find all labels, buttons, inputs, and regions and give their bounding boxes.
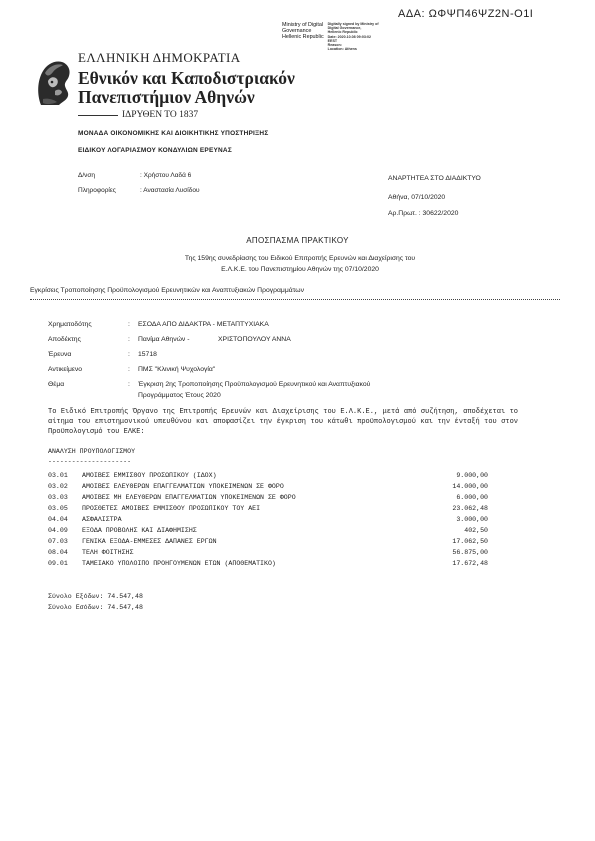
- total-income: Σύνολο Εσόδων: 74.547,48: [48, 604, 143, 611]
- signature-detail-line: Hellenic Republic: [327, 30, 358, 35]
- signature-detail-line: Digital Governance,: [327, 26, 362, 31]
- field-colon: :: [128, 336, 130, 343]
- subtitle-line: Ε.Λ.Κ.Ε. του Πανεπιστημίου Αθηνών της 07/10/2020: [221, 266, 379, 273]
- dotted-divider: [30, 299, 560, 300]
- budget-code: 08.04: [48, 549, 68, 556]
- budget-code: 03.02: [48, 483, 68, 490]
- budget-row: [48, 538, 488, 548]
- budget-code: 04.09: [48, 527, 68, 534]
- budget-row: [48, 549, 488, 559]
- document-title: ΑΠΟΣΠΑΣΜΑ ΠΡΑΚΤΙΚΟΥ: [246, 236, 349, 245]
- intro-paragraph: Το Ειδικό Επιτροπής Όργανο της Επιτροπής Ερευνών και Διαχείρισης του Ε.Λ.Κ.Ε., μετά από συζήτηση, αποδέχεται το αίτημα του επιστημονικού υπευθύνου και αποφασίζει την έγκριση του κάτωθι προϋπολογισμού και την ένταξή του στον Προϋπολογισμό του ΕΛΚΕ:: [48, 408, 518, 436]
- founded-line: [78, 110, 198, 120]
- field-value: 15718: [138, 351, 157, 358]
- budget-row: [48, 505, 488, 515]
- unit-name: ΜΟΝΑΔΑ ΟΙΚΟΝΟΜΙΚΗΣ ΚΑΙ ΔΙΟΙΚΗΤΙΚΗΣ ΥΠΟΣΤΗΡΙΞΗΣ: [78, 130, 269, 137]
- subunit-name: ΕΙΔΙΚΟΥ ΛΟΓΑΡΙΑΣΜΟΥ ΚΟΝΔΥΛΙΩΝ ΕΡΕΥΝΑΣ: [78, 147, 232, 154]
- field-value: ΕΣΟΔΑ ΑΠΟ ΔΙΔΑΚΤΡΑ - ΜΕΤΑΠΤΥΧΙΑΚΑ: [138, 321, 269, 328]
- signature-detail-line: EEST: [327, 38, 338, 43]
- budget-description: ΑΜΟΙΒΕΣ ΜΗ ΕΛΕΥΘΕΡΩΝ ΕΠΑΓΓΕΛΜΑΤΙΩΝ ΥΠΟΚΕΙΜΕΝΩΝ ΣΕ ΦΟΡΟ: [82, 494, 296, 501]
- republic-title: ΕΛΛΗΝΙΚΗ ΔΗΜΟΚΡΑΤΙΑ: [78, 50, 241, 65]
- budget-row: [48, 472, 488, 482]
- budget-code: 03.03: [48, 494, 68, 501]
- info-value: : Αναστασία Λυσίδου: [140, 187, 200, 194]
- budget-amount: 17.062,50: [452, 538, 488, 545]
- field-colon: :: [128, 351, 130, 358]
- field-label: Χρηματοδότης: [48, 321, 92, 328]
- signature-labels: [282, 22, 324, 51]
- athena-emblem-icon: [35, 55, 73, 116]
- field-label: Θέμα: [48, 381, 65, 388]
- budget-row: [48, 527, 488, 537]
- budget-analysis-underline: ---------------------: [48, 458, 132, 465]
- budget-row: [48, 494, 488, 504]
- budget-amount: 23.062,48: [452, 505, 488, 512]
- field-colon: :: [128, 366, 130, 373]
- budget-analysis-title: ΑΝΑΛΥΣΗ ΠΡΟΥΠΟΛΟΓΙΣΜΟΥ: [48, 448, 136, 455]
- budget-description: ΓΕΝΙΚΑ ΕΞΟΔΑ-ΕΜΜΕΣΕΣ ΔΑΠΑΝΕΣ ΕΡΓΩΝ: [82, 538, 217, 545]
- budget-description: ΤΕΛΗ ΦΟΙΤΗΣΗΣ: [82, 549, 134, 556]
- budget-description: ΤΑΜΕΙΑΚΟ ΥΠΟΛΟΙΠΟ ΠΡΟΗΓΟΥΜΕΝΩΝ ΕΤΩΝ (ΑΠΟΘΕΜΑΤΙΚΟ): [82, 560, 276, 567]
- field-value: ΠΜΣ "Κλινική Ψυχολογία": [138, 366, 216, 373]
- budget-description: ΕΞΟΔΑ ΠΡΟΒΟΛΗΣ ΚΑΙ ΔΙΑΦΗΜΙΣΗΣ: [82, 527, 197, 534]
- budget-amount: 56.875,00: [452, 549, 488, 556]
- address-value: : Χρήστου Λαδά 6: [140, 172, 192, 179]
- field-label: Αποδέκτης: [48, 336, 81, 343]
- budget-amount: 14.000,00: [452, 483, 488, 490]
- ada-number: ΑΔΑ: ΩΦΨΠ46ΨΖ2Ν-Ο1Ι: [398, 8, 534, 20]
- total-expenses: Σύνολο Εξόδων: 74.547,48: [48, 593, 143, 600]
- founded-rule-left: [78, 115, 118, 116]
- budget-amount: 402,50: [464, 527, 488, 534]
- subtitle-line: Της 159ης συνεδρίασης του Ειδικού Επιτροπής Ερευνών και Διαχείρισης του: [184, 255, 416, 262]
- budget-description: ΑΜΟΙΒΕΣ ΕΛΕΥΘΕΡΩΝ ΕΠΑΓΓΕΛΜΑΤΙΩΝ ΥΠΟΚΕΙΜΕΝΩΝ ΣΕ ΦΟΡΟ: [82, 483, 284, 490]
- budget-code: 04.04: [48, 516, 68, 523]
- budget-amount: 3.000,00: [456, 516, 488, 523]
- field-value-extra: Προγράμματος Έτους 2020: [138, 392, 221, 399]
- university-name-line2: Πανεπιστήμιον Αθηνών: [78, 87, 255, 107]
- field-value: Πανίμα Αθηνών -: [138, 336, 190, 343]
- field-label: Αντικείμενο: [48, 366, 83, 373]
- info-label: Πληροφορίες: [78, 187, 116, 194]
- budget-amount: 9.000,00: [456, 472, 488, 479]
- budget-code: 03.05: [48, 505, 68, 512]
- signature-details: [328, 22, 379, 51]
- budget-description: ΑΜΟΙΒΕΣ ΕΜΜΙΣΘΟΥ ΠΡΟΣΩΠΙΚΟΥ (ΙΔΟΧ): [82, 472, 217, 479]
- address-label: Δ/νση: [78, 172, 96, 179]
- university-name-line1: Εθνικόν και Καποδιστριακόν: [78, 68, 295, 88]
- approval-heading: Εγκρίσεις Τροποποίησης Προϋπολογισμού Ερευνητικών και Αναπτυξιακών Προγραμμάτων: [30, 287, 304, 294]
- field-colon: :: [128, 381, 130, 388]
- budget-row: [48, 483, 488, 493]
- budget-code: 03.01: [48, 472, 68, 479]
- budget-code: 09.01: [48, 560, 68, 567]
- budget-row: [48, 516, 488, 526]
- budget-description: ΑΣΦΑΛΙΣΤΡΑ: [82, 516, 122, 523]
- university-name: [78, 69, 295, 107]
- signature-detail-line: Digitally signed by Ministry of: [327, 22, 379, 26]
- protocol-number: Αρ.Πρωτ. : 30622/2020: [388, 210, 459, 217]
- document-subtitle: [80, 253, 520, 275]
- signature-detail-line: Location: Athens: [327, 47, 357, 52]
- budget-row: [48, 560, 488, 570]
- signature-label-line: Ministry of Digital: [282, 22, 324, 28]
- field-value: Έγκριση 2ης Τροποποίησης Προϋπολογισμού Ερευνητικού και Αναπτυξιακού: [138, 381, 371, 388]
- field-label: Έρευνα: [48, 351, 72, 358]
- founded-text: ΙΔΡΥΘΕΝ ΤΟ 1837: [122, 110, 199, 120]
- document-date: Αθήνα, 07/10/2020: [388, 194, 446, 201]
- budget-amount: 17.672,48: [452, 560, 488, 567]
- signature-detail-line: Date: 2020.10.08 09:03:02: [327, 34, 372, 39]
- post-online-label: ΑΝΑΡΤΗΤΕΑ ΣΤΟ ΔΙΑΔΙΚΤΥΟ: [388, 175, 481, 182]
- budget-code: 07.03: [48, 538, 68, 545]
- budget-description: ΠΡΟΣΘΕΤΕΣ ΑΜΟΙΒΕΣ ΕΜΜΙΣΘΟΥ ΠΡΟΣΩΠΙΚΟΥ ΤΟΥ ΑΕΙ: [82, 505, 261, 512]
- field-value-extra: ΧΡΙΣΤΟΠΟΥΛΟΥ ΑΝΝΑ: [218, 336, 291, 343]
- signature-detail-line: Reason:: [327, 43, 342, 48]
- signature-label-line: Hellenic Republic: [282, 34, 324, 41]
- field-colon: :: [128, 321, 130, 328]
- digital-signature: [282, 22, 379, 51]
- budget-amount: 6.000,00: [456, 494, 488, 501]
- signature-label-line: Governance: [282, 28, 312, 35]
